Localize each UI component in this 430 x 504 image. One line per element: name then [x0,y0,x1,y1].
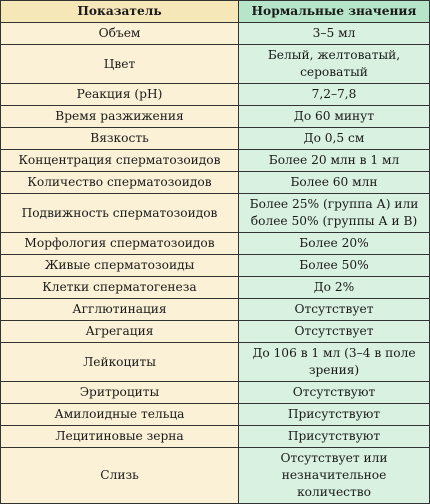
header-row [1,1,430,23]
table-row [1,343,430,382]
parameter-cell: Время разжижения [1,106,239,128]
table-row [1,277,430,299]
normal-value-cell: До 106 в 1 мл (3–4 в поле зрения) [239,343,430,382]
normal-value-cell: Более 20 млн в 1 мл [239,150,430,172]
normal-value-cell: Присутствуют [239,404,430,426]
normal-value-cell: Более 25% (группа А) или более 50% (группы А и В) [239,194,430,233]
normal-value-cell: До 2% [239,277,430,299]
parameter-cell: Клетки сперматогенеза [1,277,239,299]
normal-value-cell: Белый, желтоватый, сероватый [239,45,430,84]
table-row [1,172,430,194]
normal-value-cell: Отсутствуют [239,382,430,404]
table-row [1,128,430,150]
header-parameter: Показатель [1,1,239,23]
parameter-cell: Лейкоциты [1,343,239,382]
table-row [1,45,430,84]
normal-value-cell: Более 60 млн [239,172,430,194]
normal-value-cell: Отсутствует или незначительное количество [239,448,430,504]
table-row [1,84,430,106]
parameter-cell: Подвижность сперматозоидов [1,194,239,233]
table-row [1,23,430,45]
parameter-cell: Амилоидные тельца [1,404,239,426]
table-row [1,448,430,504]
parameter-cell: Цвет [1,45,239,84]
parameter-cell: Объем [1,23,239,45]
table-row [1,404,430,426]
table-row [1,233,430,255]
normal-value-cell: Более 20% [239,233,430,255]
header-normal-values: Нормальные значения [239,1,430,23]
normal-value-cell: Отсутствует [239,321,430,343]
table-body [1,23,430,504]
parameter-cell: Количество сперматозоидов [1,172,239,194]
table-header [1,1,430,23]
normal-value-cell: 3–5 мл [239,23,430,45]
table-row [1,106,430,128]
table-row [1,150,430,172]
normal-value-cell: Присутствуют [239,426,430,448]
normal-value-cell: До 60 минут [239,106,430,128]
parameter-cell: Лецитиновые зерна [1,426,239,448]
parameter-cell: Агрегация [1,321,239,343]
table-row [1,194,430,233]
table-row [1,426,430,448]
normal-value-cell: Более 50% [239,255,430,277]
normal-value-cell: Отсутствует [239,299,430,321]
parameter-cell: Реакция (рН) [1,84,239,106]
parameter-cell: Вязкость [1,128,239,150]
table-row [1,321,430,343]
normal-value-cell: До 0,5 см [239,128,430,150]
normal-value-cell: 7,2–7,8 [239,84,430,106]
parameter-cell: Эритроциты [1,382,239,404]
table-row [1,255,430,277]
parameter-cell: Концентрация сперматозоидов [1,150,239,172]
parameter-cell: Слизь [1,448,239,504]
table-row [1,299,430,321]
parameter-cell: Морфология сперматозоидов [1,233,239,255]
parameter-cell: Живые сперматозоиды [1,255,239,277]
table-row [1,382,430,404]
parameter-cell: Агглютинация [1,299,239,321]
